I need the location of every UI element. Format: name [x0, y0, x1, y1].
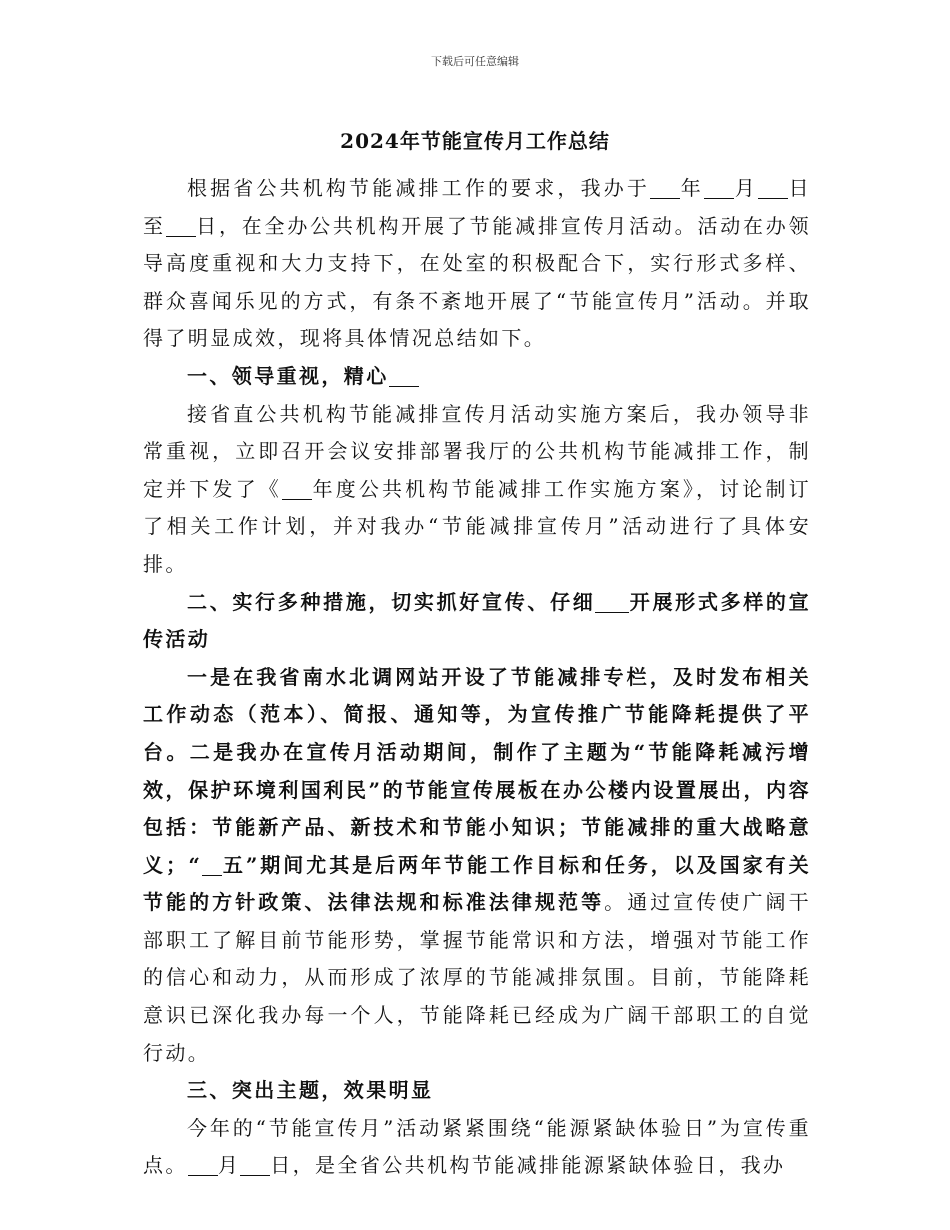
blank-line — [704, 178, 734, 199]
theme-text-1: 今年的“节能宣传月”活动紧紧围绕“能源紧缺体验日”为宣传重点。 — [143, 1115, 811, 1178]
section-heading-2 — [143, 584, 811, 659]
section-heading-3: 三、突出主题，效果明显 — [187, 1078, 434, 1103]
intro-text-day-to: 日至 — [143, 176, 811, 238]
heading-2-text-2: 开展形式多样的宣传活动 — [143, 589, 812, 652]
measures-bold-text-2: 五”期间尤其是后两年节能工作目标和任务，以及国家有关节能的方针政策、法律法规和标准法律规范等 — [143, 852, 811, 915]
heading-2-text-1: 二、实行多种措施，切实抓好宣传、仔细 — [187, 589, 596, 614]
theme-text-month: 月 — [217, 1153, 241, 1178]
blank-line — [166, 216, 196, 237]
measures-text: 。通过宣传使广阔干部职工了解目前节能形势，掌握节能常识和方法，增强对节能工作的信心和动力，从而形成了浓厚的节能减排氛围。目前，节能降耗意识已深化我办每一个人，节能降耗已经成为广阔干部职工的自觉行动。 — [143, 890, 811, 1065]
intro-text-2: 日，在全办公共机构开展了节能减排宣传月活动。活动在办领导高度重视和大力支持下，在处室的积极配合下，实行形式多样、群众喜闻乐见的方式，有条不紊地开展了“节能宣传月”活动。并取得了明显成效，现将具体情况总结如下。 — [143, 213, 811, 351]
heading-1-text: 一、领导重视，精心 — [187, 363, 389, 388]
blank-line — [389, 366, 419, 387]
theme-text-2: 日，是全省公共机构节能减排能源紧缺体验日，我办 — [270, 1153, 786, 1178]
leadership-text-1: 接省直公共机构节能减排宣传月活动实施方案后，我办领导非常重视，立即召开会议安排部署我厅的公共机构节能减排工作，制定并下发了《 — [143, 401, 811, 501]
intro-text-1: 根据省公共机构节能减排工作的要求，我办于 — [187, 176, 651, 200]
paragraph-leadership — [143, 396, 811, 584]
leadership-text-2: 年度公共机构节能减排工作实施方案》，讨论制订了相关工作计划，并对我办“节能减排宣传月”活动进行了具体安排。 — [143, 476, 811, 576]
document-body — [143, 170, 811, 1185]
paragraph-intro — [143, 170, 811, 358]
intro-text-month: 月 — [733, 176, 758, 200]
blank-line — [282, 479, 312, 500]
intro-text-year: 年 — [680, 176, 704, 200]
measures-bold-text-1: 一是在我省南水北调网站开设了节能减排专栏，及时发布相关工作动态（范本）、简报、通知等，为宣传推广节能降耗提供了平台。二是我办在宣传月活动期间，制作了主题为“节能降耗减污增效，保护环境利国利民”的节能宣传展板在办公楼内设置展出，内容包括：节能新产品、新技术和节能小知识；节能减排的重大战略意义；“ — [143, 664, 811, 877]
blank-line — [202, 855, 222, 876]
blank-line — [188, 1155, 218, 1176]
blank-line — [240, 1155, 270, 1176]
blank-line — [595, 592, 629, 613]
document-title: 2024年节能宣传月工作总结 — [340, 129, 610, 153]
blank-line — [758, 178, 788, 199]
section-heading-1 — [143, 358, 811, 396]
paragraph-theme — [143, 1110, 811, 1185]
header-note: 下载后可任意编辑 — [431, 55, 519, 68]
paragraph-measures — [143, 659, 811, 1073]
blank-line — [650, 178, 680, 199]
